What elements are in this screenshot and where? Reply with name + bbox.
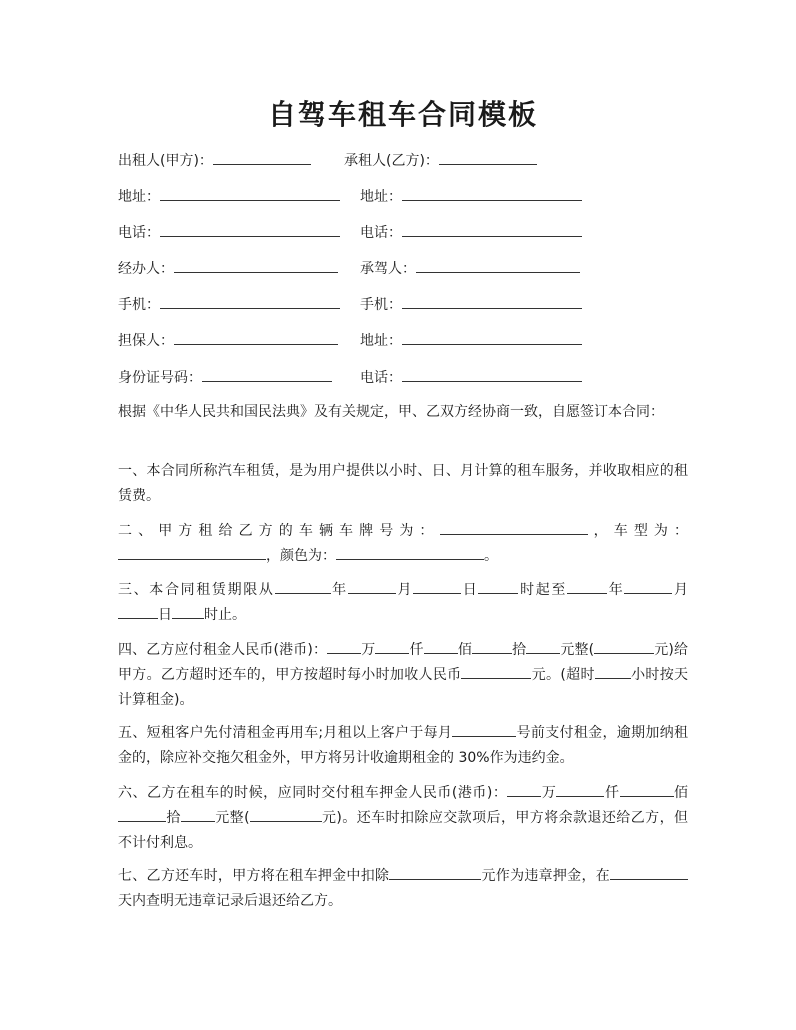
clause-4-text-c: 元。(超时 [531, 667, 595, 683]
clause-4-yuan-zheng: 元整 [560, 642, 589, 658]
lessee-address-label: 地址： [360, 189, 402, 205]
overtime-rate-blank [461, 664, 531, 679]
clause-6-bai: 佰 [673, 785, 689, 801]
clause-2 [118, 519, 688, 569]
clause-6-wan: 万 [541, 785, 557, 801]
clause-5-text-b: 号前支付租金，逾期加纳租金的，除应补交拖欠租金外，甲方将另计收逾期租金的 30%作为违约金。 [118, 725, 689, 766]
party-row-1 [118, 150, 688, 170]
handler-blank [174, 258, 338, 273]
end-month-blank [624, 579, 672, 594]
id-number-blank [202, 367, 332, 382]
clause-3-hour-from: 时起至 [518, 582, 568, 598]
start-hour-blank [478, 579, 518, 594]
intro-paragraph: 根据《中华人民共和国民法典》及有关规定，甲、乙双方经协商一致，自愿签订本合同： [118, 404, 664, 420]
clause-4-text-d: 小时按天计算租金)。 [118, 667, 689, 708]
clause-4-text-b: 元)给甲方。乙方超时还车的，甲方按超时每小时加收人民币 [118, 642, 689, 683]
lessor-blank [213, 150, 311, 165]
rent-qian-blank [375, 639, 409, 654]
clause-4-open-paren: ( [588, 642, 595, 658]
party-row-7 [118, 367, 688, 387]
clause-3-month-2: 月 [672, 582, 689, 598]
clause-6-text-b: 元)。还车时扣除应交款项后，甲方将余款退还给乙方，但不计付利息。 [118, 810, 688, 851]
clause-5 [118, 721, 688, 771]
driver-label: 承驾人： [360, 261, 416, 277]
party-row-6 [118, 330, 688, 350]
id-number-label: 身份证号码： [118, 370, 202, 386]
start-month-blank [348, 579, 396, 594]
start-day-blank [413, 579, 461, 594]
rent-bai-blank [424, 639, 458, 654]
lessor-phone-blank [160, 222, 340, 237]
clause-4-shi: 拾 [511, 642, 527, 658]
clause-4 [118, 638, 688, 713]
rent-yuan-blank [526, 639, 560, 654]
clause-3-text-a: 三、本合同租赁期限从 [118, 582, 275, 598]
document-title: 自驾车租车合同模板 [267, 98, 538, 131]
clause-3-month: 月 [395, 582, 414, 598]
start-year-blank [275, 579, 331, 594]
clause-3-stop: 时止。 [204, 607, 246, 623]
clause-3-day-2: 日 [158, 607, 172, 623]
lessor-label: 出租人(甲方)： [118, 153, 213, 169]
lessor-address-blank [160, 186, 340, 201]
deposit-amount-blank [250, 807, 322, 822]
guarantor-address-blank [402, 330, 582, 345]
rent-amount-blank [594, 639, 654, 654]
handler-label: 经办人： [118, 261, 174, 277]
guarantor-blank [174, 330, 338, 345]
lessor-address-label: 地址： [118, 189, 160, 205]
clause-2-text-d: 。 [484, 548, 498, 564]
clause-7-text-a: 七、乙方还车时，甲方将在租车押金中扣除 [118, 868, 390, 884]
clause-1: 一、本合同所称汽车租赁，是为用户提供以小时、日、月计算的租车服务，并收取相应的租赁费。 [118, 463, 688, 504]
clause-4-wan: 万 [361, 642, 376, 658]
deposit-wan-blank [507, 782, 541, 797]
model-blank [118, 545, 266, 560]
clause-6-shi: 拾 [166, 810, 181, 826]
lessor-mobile-label: 手机： [118, 297, 160, 313]
clause-3-day: 日 [461, 582, 479, 598]
clause-6-text-a: 六、乙方在租车的时候，应同时交付租车押金人民币(港币)： [118, 785, 508, 801]
clause-3-year: 年 [330, 582, 348, 598]
lessee-address-blank [402, 186, 582, 201]
rent-shi-blank [472, 639, 512, 654]
overtime-hours-blank [595, 664, 631, 679]
clause-6-yuan-zheng: 元整( [214, 810, 250, 826]
driver-blank [416, 258, 580, 273]
deposit-qian-blank [556, 782, 604, 797]
clause-3-year-2: 年 [607, 582, 625, 598]
clause-6 [118, 781, 688, 856]
deposit-bai-blank [620, 782, 674, 797]
end-hour-blank [172, 604, 204, 619]
clause-4-text-a: 四、乙方应付租金人民币(港币)： [118, 642, 328, 658]
violation-deposit-blank [389, 865, 481, 880]
end-year-blank [567, 579, 607, 594]
plate-blank [440, 520, 588, 535]
party-row-3 [118, 222, 688, 242]
clause-2-text-b: ，车型为： [587, 523, 689, 539]
clause-7-text-c: 天内查明无违章记录后退还给乙方。 [118, 893, 342, 909]
clause-7 [118, 864, 688, 914]
clause-2-text-a: 二、甲方租给乙方的车辆车牌号为： [118, 523, 440, 539]
lessee-mobile-label: 手机： [360, 297, 402, 313]
clause-2-text-c: ，颜色为： [266, 548, 336, 564]
clause-5-text-a: 五、短租客户先付清租金再用车;月租以上客户于每月 [118, 725, 453, 741]
lessee-phone-blank [402, 222, 582, 237]
party-row-5 [118, 294, 688, 314]
violation-days-blank [610, 865, 688, 880]
party-row-2 [118, 186, 688, 206]
clause-4-qian: 仟 [409, 642, 424, 658]
party-row-4 [118, 258, 688, 278]
clause-4-bai: 佰 [457, 642, 472, 658]
lessee-label: 承租人(乙方)： [344, 153, 439, 169]
lessor-phone-label: 电话： [118, 225, 160, 241]
lessee-phone-label: 电话： [360, 225, 402, 241]
deposit-yuan-blank [181, 807, 215, 822]
clause-7-text-b: 元作为违章押金，在 [481, 868, 611, 884]
lessor-mobile-blank [160, 294, 340, 309]
clause-6-qian: 仟 [604, 785, 620, 801]
lessee-mobile-blank [402, 294, 582, 309]
guarantor-phone-blank [402, 367, 582, 382]
guarantor-address-label: 地址： [360, 333, 402, 349]
guarantor-phone-label: 电话： [360, 370, 402, 386]
end-day-blank [118, 604, 158, 619]
lessee-blank [439, 150, 537, 165]
payment-day-blank [452, 722, 516, 737]
deposit-shi-blank [118, 807, 166, 822]
color-blank [336, 545, 484, 560]
guarantor-label: 担保人： [118, 333, 174, 349]
rent-wan-blank [327, 639, 361, 654]
clause-3 [118, 578, 688, 628]
